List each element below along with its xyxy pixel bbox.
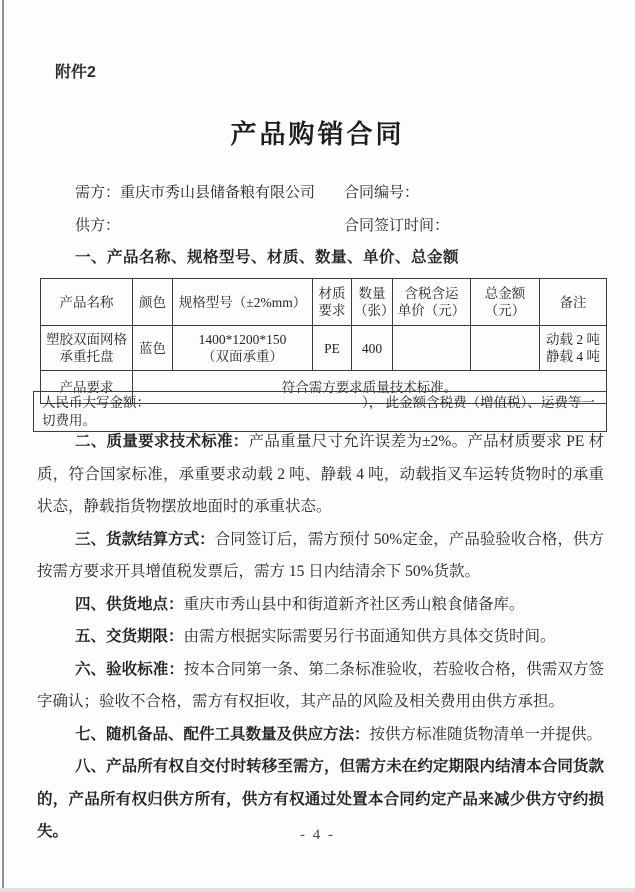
table-header-row: [41, 279, 607, 326]
header-product-name: 产品名称: [41, 279, 133, 326]
product-row: [41, 326, 607, 371]
cell-remark: 动载 2 吨 静载 4 吨: [540, 326, 607, 371]
clause-7-lead: 七、随机备品、配件工具数量及供应方法：: [75, 725, 370, 743]
cell-quantity: 400: [352, 326, 393, 371]
header-quantity: 数量 （张）: [352, 279, 393, 326]
header-unit-price: 含税含运 单价（元）: [393, 279, 471, 326]
contract-clauses: [37, 426, 604, 849]
clause-4-text: 重庆市秀山县中和街道新齐社区秀山粮食储备库。: [183, 595, 525, 613]
amount-line-2: 切费用。: [42, 413, 96, 428]
requirement-value: 符合需方要求质量技术标准。: [133, 371, 607, 404]
scan-bottom-edge: [0, 888, 635, 892]
amount-tail-1: ）， 此金额含税费（增值税）、运费等一: [362, 395, 595, 410]
clause-5-text: 由需方根据实际需要另行书面通知供方具体交货时间。: [183, 628, 556, 645]
clause-7-text: 按供方标准随货物清单一并提供。: [369, 725, 603, 743]
buyer-field: [75, 181, 315, 202]
product-table: [40, 278, 607, 404]
amount-label: 人民币大写金额：: [42, 395, 150, 410]
header-material: 材质 要求: [313, 279, 352, 326]
cell-material: PE: [313, 326, 352, 371]
clause-2-text: 产品重量尺寸允许误差为±2%。产品材质要求 PE 材质，符合国家标准，承重要求动载 2 吨、静载 4 吨，动载指叉车运转货物时的承重状态，静载指货物摆放地面时的承重状态。: [37, 433, 604, 515]
clause-3-text: 合同签订后，需方预付 50%定金，产品验验收合格，供方按需方要求开具增值税发票后，需方 15 日内结清余下 50%货款。: [37, 530, 604, 580]
cell-product-name: 塑胶双面网格承重托盘: [41, 326, 133, 371]
clause-7: [37, 719, 604, 752]
buyer-value: 重庆市秀山县储备粮有限公司: [120, 185, 316, 201]
clause-6-lead: 六、验收标准：: [75, 660, 184, 678]
clause-5: [37, 621, 604, 654]
cell-unit-price: [393, 326, 471, 371]
attachment-label: 附件2: [55, 64, 96, 81]
clause-6: [37, 654, 604, 719]
contract-no-label: 合同编号：: [344, 185, 420, 201]
header-spec: 规格型号（±2%mm）: [173, 279, 313, 326]
clause-2-lead: 二、质量要求技术标准：: [75, 433, 249, 450]
buyer-label: 需方：: [75, 185, 121, 201]
amount-line-1: [42, 394, 598, 412]
page-title: 产品购销合同: [230, 120, 405, 149]
page-number: - 4 -: [300, 827, 335, 843]
header-remark: 备注: [540, 279, 607, 326]
clause-8-text: 产品所有权自交付时转移至需方，但需方未在约定期限内结清本合同货款的，产品所有权归供方所有，供方有权通过处置本合同约定产品来减少供方守约损失。: [37, 758, 604, 840]
clause-6-text: 按本合同第一条、第二条标准验收，若验收合格，供需双方签字确认；验收不合格，需方有权拒收，其产品的风险及相关费用由供方承担。: [37, 660, 604, 710]
sign-time-label: 合同签订时间：: [344, 218, 450, 234]
header-total-amount: 总金额 （元）: [471, 279, 540, 326]
section-1-heading: 一、产品名称、规格型号、材质、数量、单价、总金额: [75, 249, 460, 266]
cell-total-amount: [471, 326, 540, 371]
cell-color: 蓝色: [133, 326, 173, 371]
clause-3: [37, 524, 604, 589]
supplier-label: 供方：: [75, 218, 121, 234]
clause-4: [37, 589, 604, 622]
clause-5-lead: 五、交货期限：: [75, 628, 184, 645]
clause-4-lead: 四、供货地点：: [75, 595, 184, 613]
clause-3-lead: 三、货款结算方式：: [75, 530, 215, 548]
clause-8-lead: 八、: [75, 758, 107, 775]
header-color: 颜色: [133, 279, 173, 326]
cell-spec: 1400*1200*150 （双面承重）: [173, 326, 313, 371]
requirement-label: 产品要求: [41, 371, 133, 404]
clause-2: [37, 426, 604, 524]
